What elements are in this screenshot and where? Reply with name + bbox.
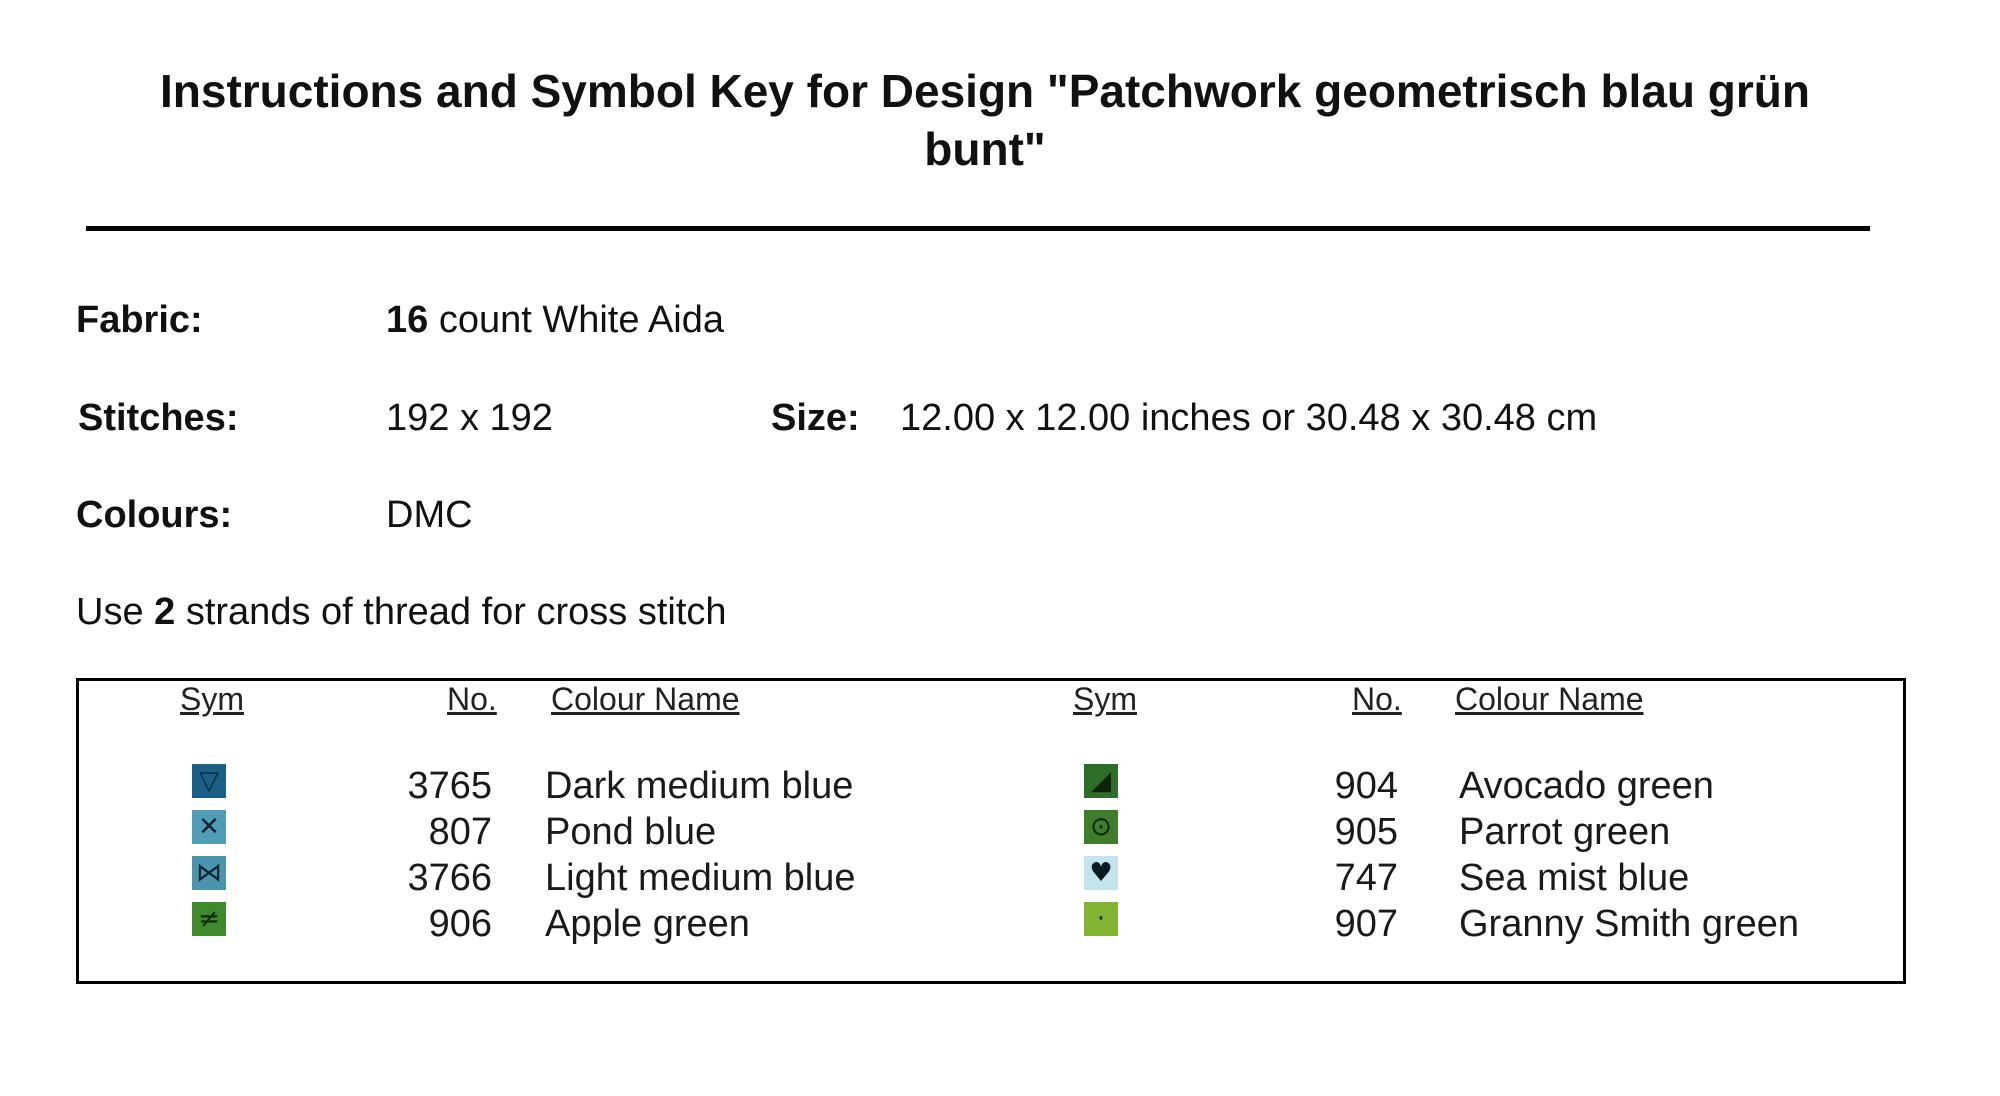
- header-colour-name-left: Colour Name: [551, 681, 740, 717]
- header-no-left: No.: [447, 681, 497, 717]
- size-label: Size:: [771, 397, 860, 439]
- size-value: 12.00 x 12.00 inches or 30.48 x 30.48 cm: [900, 397, 1598, 439]
- thread-number: 904: [1334, 765, 1398, 807]
- colours-label: Colours:: [76, 494, 233, 536]
- thread-colour-name: Granny Smith green: [1459, 903, 1800, 945]
- thread-colour-name: Avocado green: [1459, 765, 1714, 807]
- thread-colour-name: Light medium blue: [545, 857, 856, 899]
- thread-number: 906: [428, 903, 492, 945]
- thread-swatch: [192, 856, 226, 890]
- thread-swatch: [1084, 764, 1118, 798]
- thread-colour-name: Dark medium blue: [545, 765, 854, 807]
- symbol-icon: ⋈: [196, 858, 222, 888]
- fabric-count: 16: [386, 299, 429, 341]
- fabric-label: Fabric:: [76, 299, 203, 341]
- title-line-1: Instructions and Symbol Key for Design "Patchwork geometrisch blau grün: [160, 65, 1810, 117]
- strands-instruction: [76, 590, 727, 634]
- strands-prefix: Use: [76, 591, 155, 633]
- symbol-icon: ▽: [199, 766, 219, 796]
- thread-colour-name: Pond blue: [545, 811, 717, 853]
- symbol-icon: ◢: [1091, 766, 1111, 796]
- strands-count: 2: [154, 591, 176, 633]
- thread-swatch: [1084, 810, 1118, 844]
- stitches-label: Stitches:: [78, 397, 239, 439]
- symbol-icon: ♥: [1089, 858, 1113, 888]
- fabric-value: [386, 298, 724, 342]
- title-line-2: bunt": [924, 123, 1046, 175]
- thread-number: 905: [1334, 811, 1398, 853]
- thread-colour-name: Sea mist blue: [1459, 857, 1690, 899]
- thread-swatch: [192, 764, 226, 798]
- thread-number: 3766: [407, 857, 492, 899]
- colours-value: DMC: [386, 494, 473, 536]
- symbol-icon: ⊙: [1090, 812, 1112, 842]
- thread-number: 747: [1334, 857, 1398, 899]
- thread-swatch: [192, 902, 226, 936]
- thread-number: 807: [428, 811, 492, 853]
- symbol-icon: ✕: [198, 812, 220, 842]
- thread-number: 907: [1334, 903, 1398, 945]
- thread-swatch: [192, 810, 226, 844]
- thread-swatch: [1084, 856, 1118, 890]
- stitches-value: 192 x 192: [386, 397, 553, 439]
- document-title: [0, 62, 1970, 178]
- fabric-description: count White Aida: [428, 299, 725, 341]
- header-colour-name-right: Colour Name: [1455, 681, 1644, 717]
- title-divider: [86, 226, 1870, 231]
- thread-colour-name: Parrot green: [1459, 811, 1671, 853]
- thread-number: 3765: [407, 765, 492, 807]
- strands-suffix: strands of thread for cross stitch: [175, 591, 727, 633]
- header-sym-left: Sym: [180, 681, 244, 717]
- symbol-icon: ·: [1096, 904, 1106, 934]
- thread-colour-name: Apple green: [545, 903, 750, 945]
- header-no-right: No.: [1352, 681, 1402, 717]
- thread-swatch: [1084, 902, 1118, 936]
- header-sym-right: Sym: [1073, 681, 1137, 717]
- symbol-icon: ≠: [198, 904, 220, 934]
